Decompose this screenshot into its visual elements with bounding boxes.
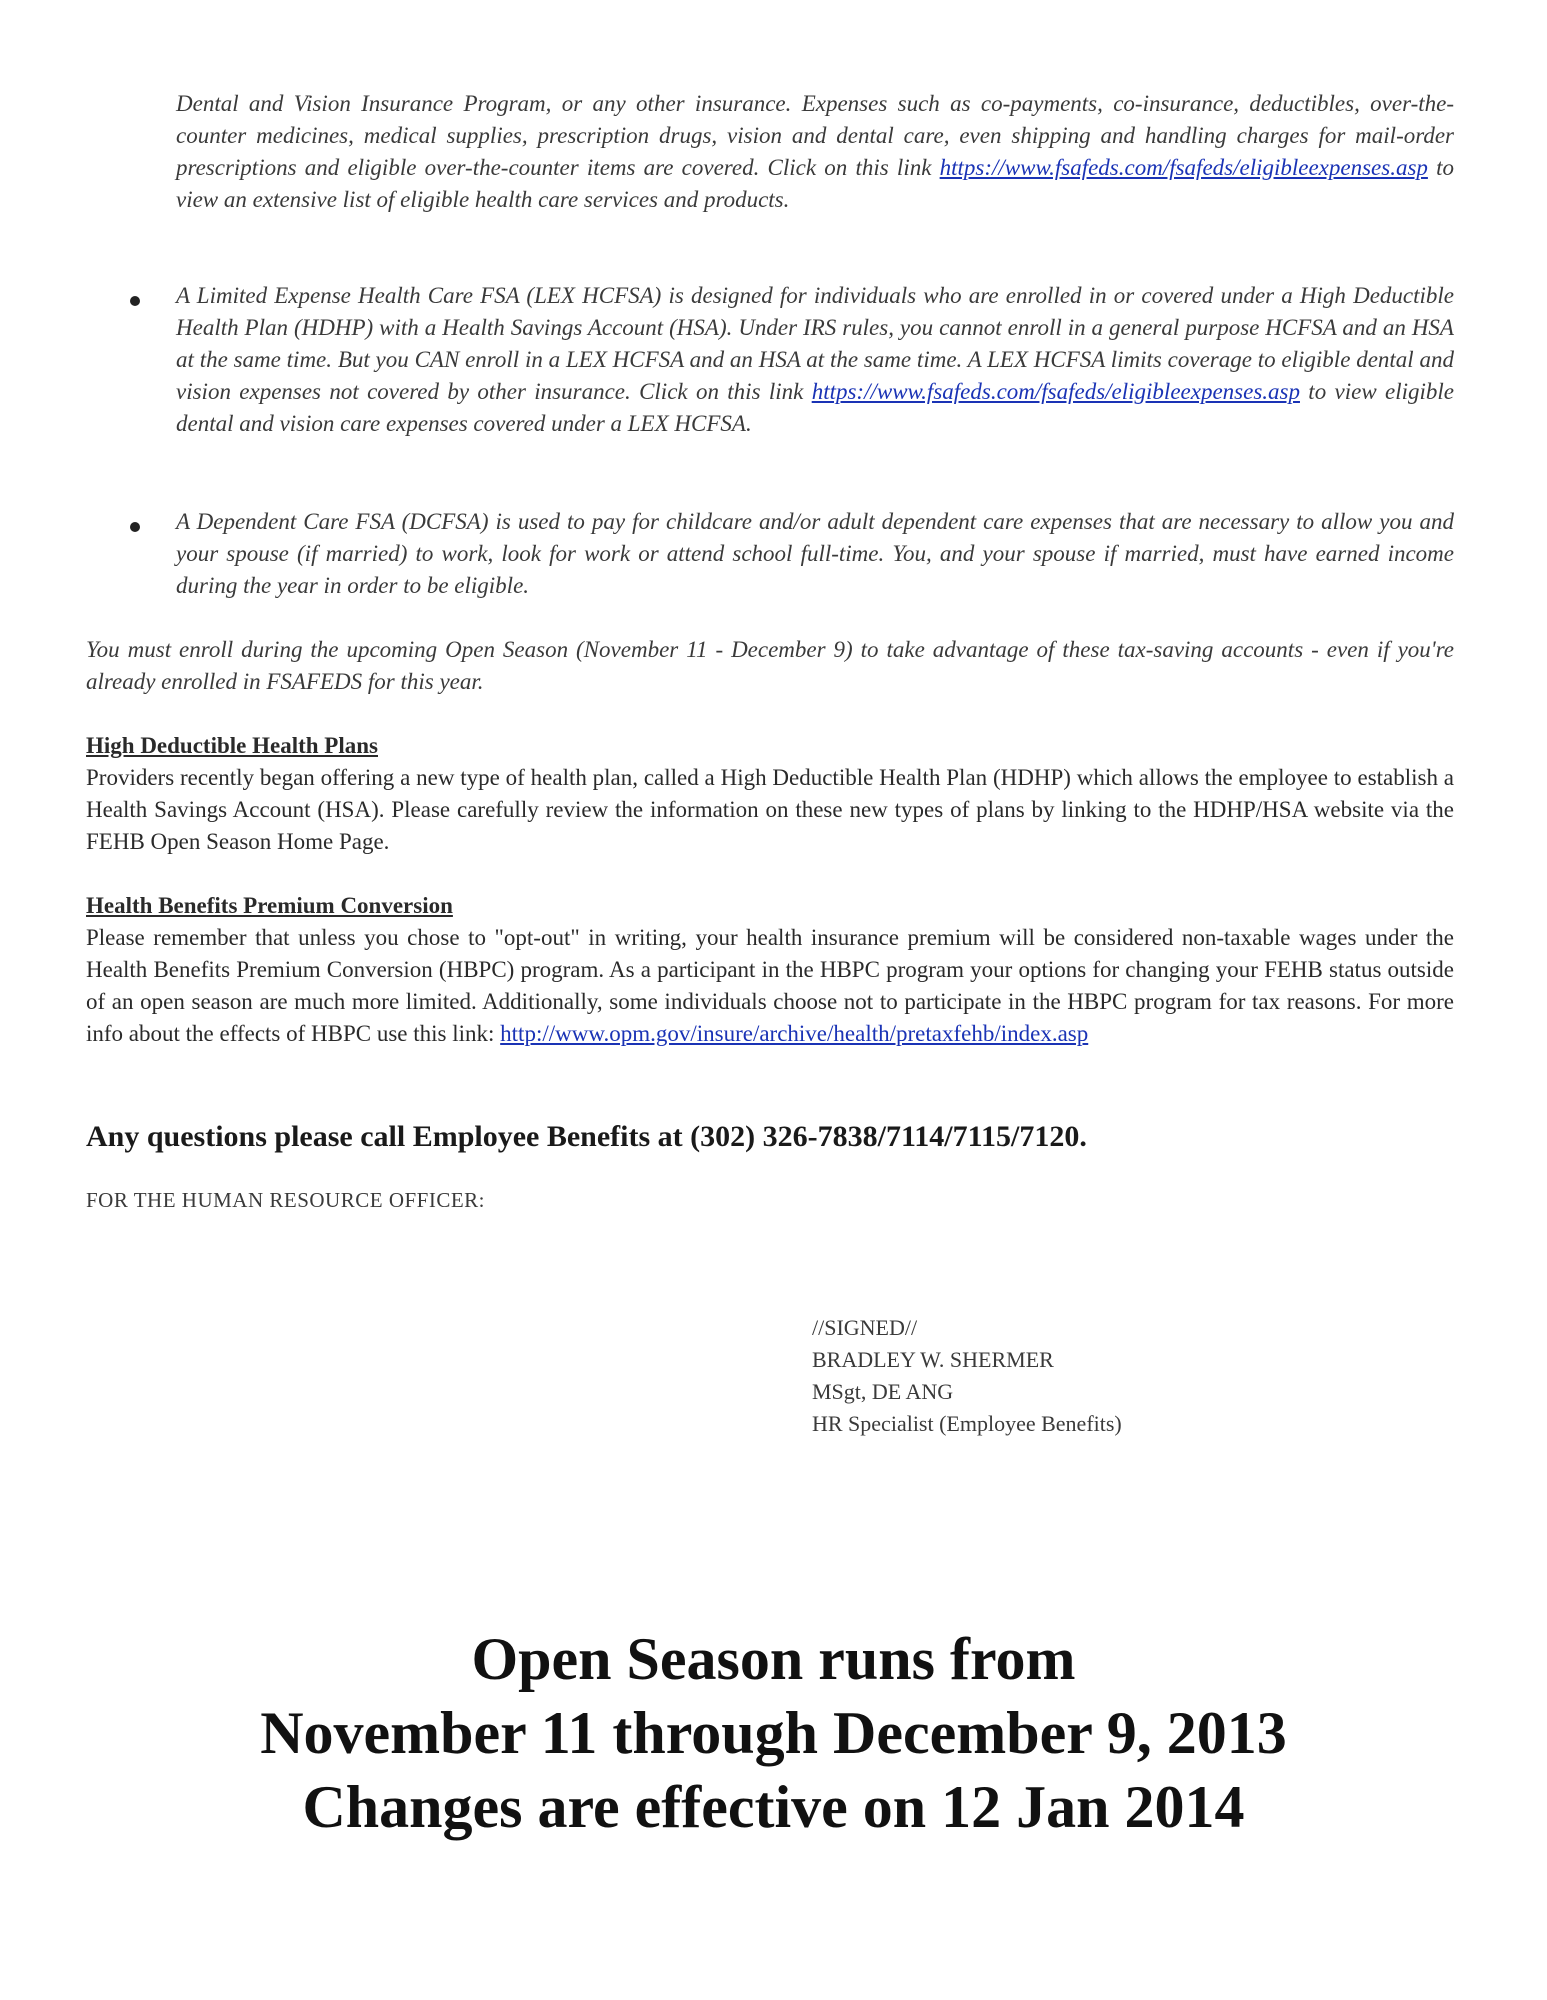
lex-hcfsa-text-after: to view eligible dental and vision care expenses covered under a LEX HCFSA. bbox=[176, 379, 1454, 436]
lex-hcfsa-text: A Limited Expense Health Care FSA (LEX HCFSA) is designed for individuals who are enrolled in or covered under a High Deductible Health Plan (HDHP) with a Health Savings Account (HSA). Under IRS rules, you cannot enroll in a general purpose HCFSA and an HSA at the same time. But you CAN enroll in a LEX HCFSA and an HSA at the same time. A LEX HCFSA limits coverage to eligible dental and vision expenses not covered by other insurance. Click on this link bbox=[176, 283, 1454, 404]
hdhp-heading: High Deductible Health Plans bbox=[86, 733, 378, 758]
signed-marker: //SIGNED// bbox=[812, 1315, 918, 1340]
fsa-intro-text: Dental and Vision Insurance Program, or any other insurance. Expenses such as co-payments, co-insurance, deductibles, over-the-counter medicines, medical supplies, prescription drugs, vision and dental care, even shipping and handling charges for mail-order prescriptions and eligible over-the-counter items are covered. Click on this link bbox=[176, 91, 1454, 180]
lex-hcfsa-bullet bbox=[176, 280, 1454, 440]
hdhp-section bbox=[86, 730, 1454, 858]
for-hr-officer: FOR THE HUMAN RESOURCE OFFICER: bbox=[86, 1188, 486, 1212]
banner-line-1: Open Season runs from bbox=[471, 1626, 1076, 1692]
questions-contact: Any questions please call Employee Benefits at (302) 326-7838/7114/7115/7120. bbox=[86, 1120, 1087, 1153]
signature-block bbox=[812, 1312, 1122, 1440]
banner-line-3: Changes are effective on 12 Jan 2014 bbox=[302, 1774, 1245, 1840]
bullet-icon bbox=[130, 522, 140, 532]
hbpc-section bbox=[86, 890, 1454, 1050]
fsa-intro-paragraph bbox=[176, 88, 1454, 216]
bullet-icon bbox=[130, 296, 140, 306]
banner-line-2: November 11 through December 9, 2013 bbox=[260, 1700, 1287, 1766]
hbpc-info-link[interactable]: http://www.opm.gov/insure/archive/health/pretaxfehb/index.asp bbox=[500, 1021, 1089, 1046]
signer-title: HR Specialist (Employee Benefits) bbox=[812, 1411, 1122, 1436]
hbpc-body: Please remember that unless you chose to "opt-out" in writing, your health insurance premium will be considered non-taxable wages under the Health Benefits Premium Conversion (HBPC) program. As a participant in the HBPC program your options for changing your FEHB status outside of an open season are much more limited. Additionally, some individuals choose not to participate in the HBPC program for tax reasons. For more info about the effects of HBPC use this link: bbox=[86, 925, 1454, 1046]
dcfsa-bullet bbox=[176, 506, 1454, 602]
fsa-intro-text-after: to view an extensive list of eligible health care services and products. bbox=[176, 155, 1454, 212]
hbpc-heading: Health Benefits Premium Conversion bbox=[86, 893, 453, 918]
signer-rank: MSgt, DE ANG bbox=[812, 1379, 954, 1404]
open-season-banner bbox=[0, 1622, 1547, 1844]
enroll-note: You must enroll during the upcoming Open Season (November 11 - December 9) to take advantage of these tax-saving accounts - even if you're already enrolled in FSAFEDS for this year. bbox=[86, 637, 1454, 694]
lex-eligible-expenses-link[interactable]: https://www.fsafeds.com/fsafeds/eligibleexpenses.asp bbox=[811, 379, 1300, 404]
signer-name: BRADLEY W. SHERMER bbox=[812, 1347, 1054, 1372]
hdhp-body: Providers recently began offering a new type of health plan, called a High Deductible Health Plan (HDHP) which allows the employee to establish a Health Savings Account (HSA). Please carefully review the information on these new types of plans by linking to the HDHP/HSA website via the FEHB Open Season Home Page. bbox=[86, 765, 1454, 854]
dcfsa-text: A Dependent Care FSA (DCFSA) is used to pay for childcare and/or adult dependent care expenses that are necessary to allow you and your spouse (if married) to work, look for work or attend school full-time. You, and your spouse if married, must have earned income during the year in order to be eligible. bbox=[176, 509, 1454, 598]
eligible-expenses-link[interactable]: https://www.fsafeds.com/fsafeds/eligibleexpenses.asp bbox=[939, 155, 1428, 180]
